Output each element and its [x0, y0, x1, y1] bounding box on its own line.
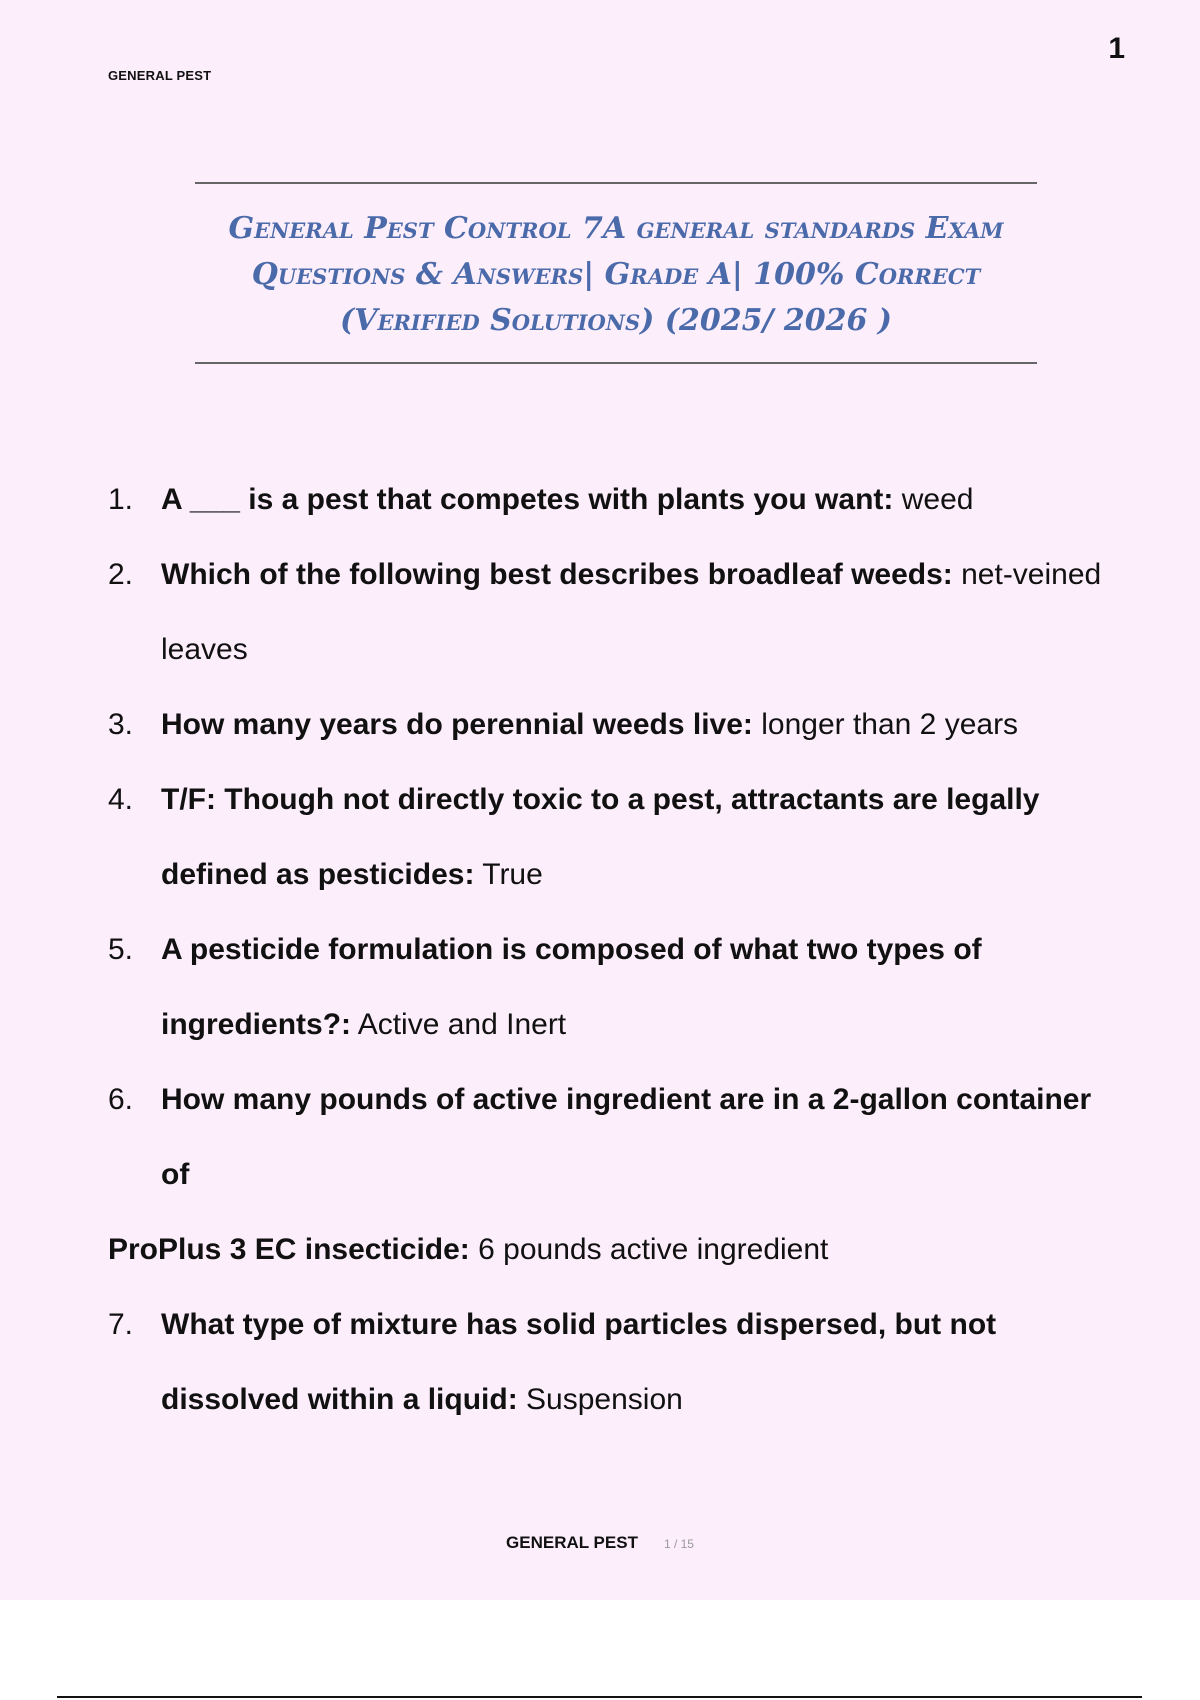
- item-number: 1.: [108, 483, 134, 516]
- question-list: [108, 462, 1118, 1437]
- answer-text: Suspension: [517, 1383, 683, 1416]
- list-item: [108, 1062, 1118, 1212]
- answer-text: True: [474, 858, 543, 891]
- list-item: [108, 762, 1118, 912]
- item-number: 4.: [108, 783, 134, 816]
- next-page-divider: [57, 1696, 1142, 1698]
- question-text: Which of the following best describes broadleaf weeds:: [161, 558, 953, 591]
- footer-page-count: 1 / 15: [663, 1537, 694, 1551]
- list-item-continuation: [108, 1212, 1118, 1287]
- answer-text: Active and Inert: [351, 1008, 567, 1041]
- list-item: [108, 462, 1118, 537]
- page-footer: [0, 1533, 1200, 1553]
- footer-label: GENERAL PEST: [506, 1533, 638, 1552]
- title-line: (Verified Solutions) (2025/ 2026 ): [339, 303, 892, 338]
- list-item: [108, 537, 1118, 687]
- question-text: T/F: Though not directly toxic to a pest, attractants are legally defined as pesticides:: [161, 783, 1040, 891]
- item-number: 6.: [108, 1083, 134, 1116]
- answer-text: weed: [893, 483, 974, 516]
- item-number: 5.: [108, 933, 134, 966]
- question-text: How many pounds of active ingredient are in a 2-gallon container of: [161, 1083, 1092, 1191]
- title-line: Questions & Answers| Grade A| 100% Correct: [251, 257, 981, 292]
- title-line: General Pest Control 7A general standards Exam: [228, 211, 1004, 246]
- item-number: 7.: [108, 1308, 134, 1341]
- page-number: 1: [1108, 32, 1125, 65]
- list-item: [108, 687, 1118, 762]
- document-title: [195, 182, 1037, 364]
- answer-text: 6 pounds active ingredient: [469, 1233, 829, 1266]
- item-number: 2.: [108, 558, 134, 591]
- question-text: A pesticide formulation is composed of what two types of ingredients?:: [161, 933, 982, 1041]
- answer-text: net-veined leaves: [161, 558, 1102, 666]
- question-text: How many years do perennial weeds live:: [161, 708, 753, 741]
- question-text: ProPlus 3 EC insecticide:: [108, 1233, 470, 1266]
- item-number: 3.: [108, 708, 134, 741]
- question-text: A ___ is a pest that competes with plants you want:: [161, 483, 894, 516]
- list-item: [108, 1287, 1118, 1437]
- header-label: GENERAL PEST: [108, 68, 212, 83]
- list-item: [108, 912, 1118, 1062]
- question-text: What type of mixture has solid particles dispersed, but not dissolved within a liquid:: [161, 1308, 997, 1416]
- answer-text: longer than 2 years: [752, 708, 1019, 741]
